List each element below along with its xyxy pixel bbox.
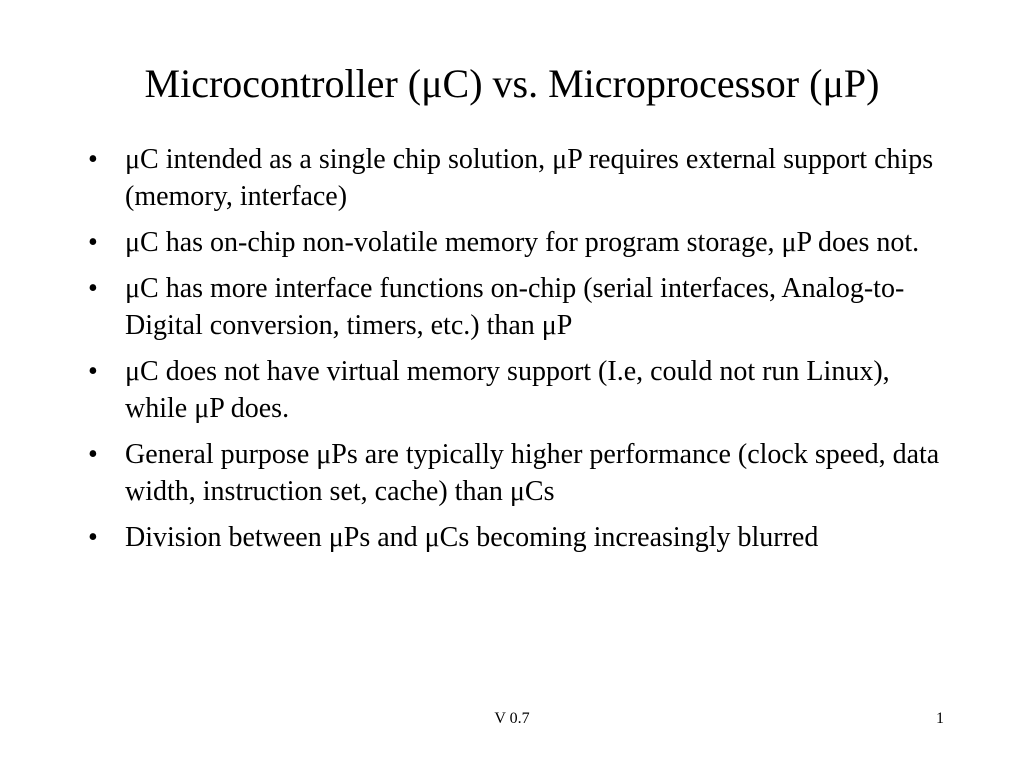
footer-version: V 0.7 (494, 710, 530, 727)
bullet-icon: • (88, 144, 98, 175)
bullet-text: μC intended as a single chip solution, μP requires external support chips (memory, interface) (125, 144, 934, 212)
bullet-item (88, 436, 948, 510)
slide-title: Microcontroller (μC) vs. Microprocessor (μP) (144, 61, 880, 106)
bullet-item (88, 270, 948, 344)
bullet-icon: • (88, 227, 98, 258)
bullet-item (88, 224, 948, 261)
bullet-text: General purpose μPs are typically higher performance (clock speed, data width, instruction set, cache) than μCs (125, 439, 940, 507)
bullet-icon: • (88, 356, 98, 387)
page-number: 1 (936, 710, 944, 727)
bullet-text: μC has more interface functions on-chip (serial interfaces, Analog-to-Digital conversion, timers, etc.) than μP (125, 273, 905, 341)
bullet-icon: • (88, 439, 98, 470)
bullet-text: μC does not have virtual memory support (I.e, could not run Linux), while μP does. (125, 356, 890, 424)
bullet-list (88, 141, 948, 565)
bullet-item (88, 353, 948, 427)
bullet-item (88, 141, 948, 215)
bullet-icon: • (88, 522, 98, 553)
bullet-item (88, 519, 948, 556)
bullet-text: Division between μPs and μCs becoming increasingly blurred (125, 522, 819, 553)
bullet-text: μC has on-chip non-volatile memory for program storage, μP does not. (125, 227, 920, 258)
bullet-icon: • (88, 273, 98, 304)
